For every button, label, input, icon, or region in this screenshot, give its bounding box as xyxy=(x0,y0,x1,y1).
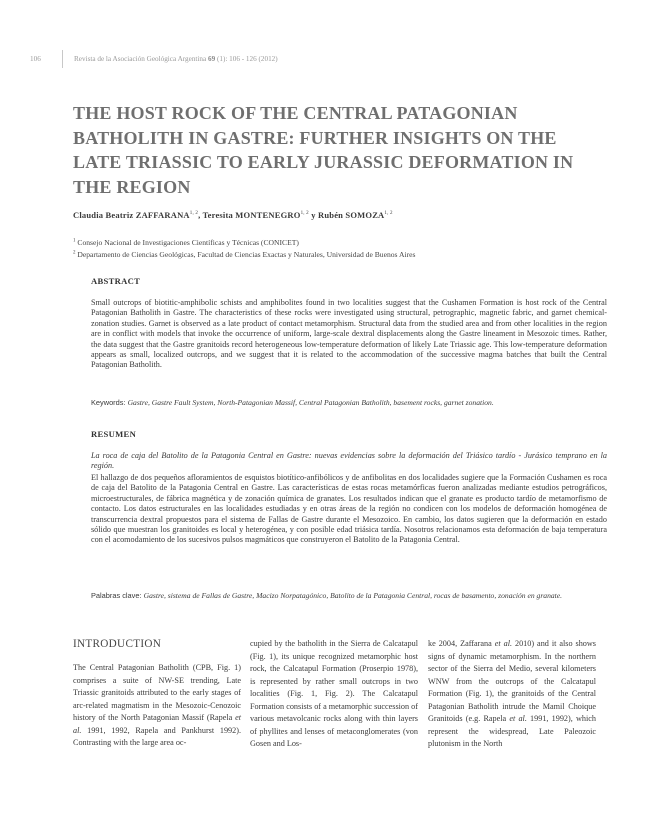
header-divider xyxy=(62,50,63,68)
resumen-body: El hallazgo de dos pequeños afloramientos de esquistos biotítico-anfibólicos y de anfibolitas en dos localidades sugiere que la Formación Cushamen es roca de caja del Batolito de la Patagonia Central en Gastre. Las características de estas rocas metamórficas fueron analizadas mediante estudios petrográficos, microestructurales, de fábrica magnética y de zonación química de granates. Los resultados indican que el granate es producto tardío de metamorfismo de contacto. Los datos estructurales en las localidades estudiadas y en otras áreas de la región no condicen con los modelos de deformación homogénea de transcurrencia dextral propuestos para el sistema de Fallas de Gastre durante el Mesozoico. En cambio, los datos sugieren que la deformación en estado sólido que muestran los granitoides es local y heterogénea, y con posible edad triásica tardía. Nosotros relacionamos esta deformación de baja temperatura con el acomodamiento de los sucesivos pulsos magmáticos que construyeron el Batolito de la Patagonia Central. xyxy=(91,473,607,545)
palabras-clave-label: Palabras clave: xyxy=(91,591,144,600)
running-header xyxy=(0,55,658,69)
abstract-heading: ABSTRACT xyxy=(91,276,141,286)
author-name: Teresita MONTENEGRO xyxy=(202,210,301,220)
author-name: Rubén SOMOZA xyxy=(318,210,385,220)
resumen-heading: RESUMEN xyxy=(91,429,137,439)
affiliation: $^1$ Consejo Nacional de Investigaciones Científicas y Técnicas (CONICET) xyxy=(73,238,299,247)
resumen-title: La roca de caja del Batolito de la Patagonia Central en Gastre: nuevas evidencias sobre la deformación del Triásico tardío - Jurásico temprano en la región. xyxy=(91,451,607,471)
intro-column-3: ke 2004, Zaffarana et al. 2010) and it also shows signs of dynamic metamorphism. In the northern sector of the Sierra del Medio, several kilometers WNW from the outcrops of the Calcatapul Formation (Fig. 1), the granitoids of the Central Patagonian Batholith intrude the Mamil Choique Granitoids (e.g. Rapela et al. 1991, 1992), which represent the widespread, Late Paleozoic plutonism in the North xyxy=(428,639,596,749)
intro-column-2: cupied by the batholith in the Sierra de Calcatapul (Fig. 1), its unique recognized metamorphic host rock, the Calcatapul Formation (Proserpio 1978), is represented by rather small outcrops in two localities (Fig. 1, Fig. 2). The Calcatapul Formation consists of a metamorphic succession of various metavolcanic rocks along with thin layers of phyllites and lenses of metaconglomerates (von Gosen and Los- xyxy=(250,639,418,749)
article-title: THE HOST ROCK OF THE CENTRAL PATAGONIAN BATHOLITH IN GASTRE: FURTHER INSIGHTS ON THE LATE TRIASSIC TO EARLY JURASSIC DEFORMATION IN THE REGION xyxy=(73,103,574,197)
palabras-clave: Palabras clave: Gastre, sistema de Fallas de Gastre, Macizo Norpatagónico, Batolito de la Patagonia Central, rocas de basamento, zonación en granate. xyxy=(91,591,563,600)
keywords: Keywords: Gastre, Gastre Fault System, North-Patagonian Massif, Central Patagonian Batholith, basement rocks, garnet zonation. xyxy=(91,398,494,407)
introduction-heading: INTRODUCTION xyxy=(73,638,162,650)
journal-volume: 69 xyxy=(208,55,216,63)
page-number: 106 xyxy=(30,55,41,63)
author-name: Claudia Beatriz ZAFFARANA xyxy=(73,210,190,220)
author-list: Claudia Beatriz ZAFFARANA$^{1, 2}$, Teresita MONTENEGRO$^{1, 2}$ y Rubén SOMOZA$^{1, 2}$ xyxy=(73,210,393,220)
affiliation: $^2$ Departamento de Ciencias Geológicas, Facultad de Ciencias Exactas y Naturales, Universidad de Buenos Aires xyxy=(73,250,416,259)
intro-column-1: The Central Patagonian Batholith (CPB, Fig. 1) comprises a suite of NW-SE trending, Late Triassic granitoids attributed to the early stages of arc-related magmatism in the Mesozoic-Cenozoic history of the North Patagonian Massif (Rapela et al. 1991, 1992, Rapela and Pankhurst 1992). Contrasting with the large area oc- xyxy=(73,663,241,748)
keywords-label: Keywords: xyxy=(91,398,128,407)
abstract-body: Small outcrops of biotitic-amphibolic schists and amphibolites found in two localities suggest that the Cushamen Formation is host rock of the Central Patagonian Batholith in Gastre. The characteristics of these rocks were investigated using structural, petrographic, magnetic fabric, and garnet chemical-zonation studies. Garnet is observed as a late product of contact metamorphism. Structural data from the studied area and from other localities in the region are in conflict with models that invoke the occurrence of uniform, large-scale dextral displacements along the Gastre lineament in Mesozoic times. Rather, the data suggest that the Gastre granitoids record heterogeneous low-temperature deformation of likely Late Triassic age. This low-temperature deformation appears as small, localized outcrops, and we suggest that it is related to the accommodation of the successive magma batches that built the Central Patagonian Batholith. xyxy=(91,298,607,370)
journal-citation: Revista de la Asociación Geológica Argentina 69 (1): 106 - 126 (2012) xyxy=(74,55,278,63)
